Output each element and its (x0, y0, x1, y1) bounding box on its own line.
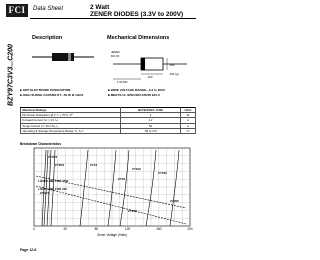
product-title (90, 4, 183, 18)
label-zy120: ZY120 (128, 209, 137, 213)
label-zy160: ZY160 (158, 171, 167, 175)
dim-lead-dia: .031 typ. (169, 72, 180, 76)
label-zy200: ZY200 (170, 199, 179, 203)
breakdown-chart (20, 146, 196, 238)
package-label: JEDEC (111, 50, 121, 54)
feature-item: ■ GPP ELECTRODE PASSIVATION (20, 88, 71, 92)
feature-item: ■ MEETS UL SPECIFICATION 94V-0 (108, 93, 160, 97)
fci-logo: FCI (6, 4, 28, 17)
x-tick-label: 160 (156, 227, 162, 231)
header-cell: BZY97C3V3...C200 (121, 108, 181, 113)
x-tick-label: 200 (187, 227, 193, 231)
label-zy100: ZY100 (132, 167, 141, 171)
header-cell: Units (181, 108, 196, 113)
diode-illustration (32, 46, 94, 68)
mechanical-drawing (107, 44, 191, 84)
value-cell: 50 (121, 123, 181, 128)
breakdown-heading: Breakdown Characteristics (20, 142, 62, 146)
label-load-line-2w: LOAD LINE FOR 2W (38, 187, 67, 191)
label-zy8v2: ZY8V2 (55, 163, 65, 167)
x-tick-label: 40 (63, 227, 67, 231)
x-tick-label: 80 (94, 227, 99, 231)
label-zy10: ZY10 (90, 163, 98, 167)
product-title-line1: 2 Watt (90, 4, 110, 11)
x-tick-label: 0 (33, 227, 35, 231)
product-title-line2: ZENER DIODES (3.3V to 200V) (90, 11, 184, 18)
maximum-ratings-table (20, 107, 196, 134)
param-cell: DC Power Dissipation @ Tₗ = + 75°C, Pᵈ (21, 113, 121, 118)
label-zy16: ZY16 (118, 177, 126, 181)
value-cell: -55 to 175 (121, 128, 181, 133)
param-cell: Forward Current (Vₓ = 1V, Iₓ) (21, 118, 121, 123)
dim-body-length: .220 (147, 75, 153, 79)
side-part-number (4, 30, 18, 120)
dim-lead-length: 1.00 Min. (117, 80, 129, 84)
table-row (21, 128, 196, 133)
label-load-line-75w: LOAD LINE FOR 75W (38, 179, 69, 183)
side-part-number-text: BZY97C3V3...C200 (7, 44, 15, 106)
feature-item: ■ HIGH SURGE CAPABILITY...50 W Ø 10mS (20, 93, 84, 97)
header-rule (30, 18, 196, 19)
page-number: Page 12-6 (20, 248, 37, 252)
x-tick-label: 120 (124, 227, 131, 231)
feature-item: ■ WIDE VOLTAGE RANGE...3.3 to 200V (108, 88, 165, 92)
label-zy3v3: ZY3V3 (48, 155, 58, 159)
value-cell: 1.2 (121, 118, 181, 123)
doc-type-label: Data Sheet (33, 6, 64, 12)
header-cell: Maximum Ratings (21, 108, 121, 113)
description-heading: Description (32, 35, 63, 41)
unit-cell: W (181, 113, 196, 118)
unit-cell: A (181, 123, 196, 128)
param-cell: Operating & Storage Temperature Range, Tⱼ, Tₛₜᵍ (21, 128, 121, 133)
mechanical-heading: Mechanical Dimensions (107, 35, 170, 41)
unit-cell: A (181, 118, 196, 123)
param-cell: Surge Current (t = 10 mS), I₀ (21, 123, 121, 128)
unit-cell: °C (181, 128, 196, 133)
package-label-2: DO-15 (111, 54, 120, 58)
x-axis-label: Zener Voltage (Volts) (97, 233, 127, 237)
dim-body-dia: .090 (169, 63, 175, 67)
value-cell: 2 (121, 113, 181, 118)
label-zy4v7: ZY4V7 (40, 191, 50, 195)
